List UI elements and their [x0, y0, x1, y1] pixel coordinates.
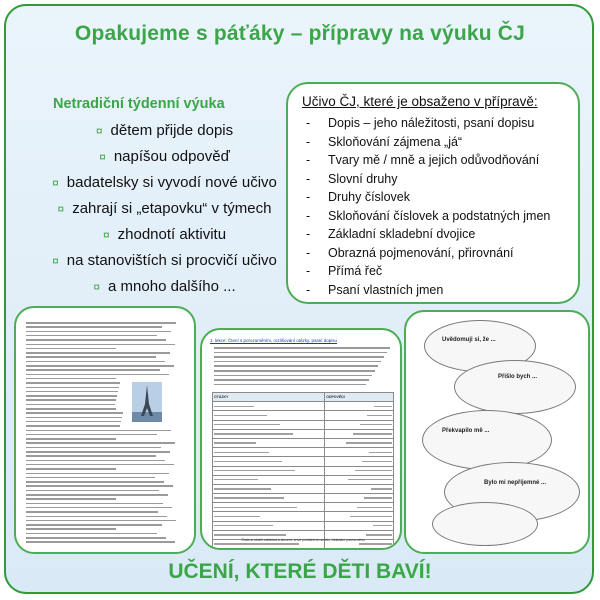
text-line: [26, 451, 170, 453]
bullet-icon: ¤: [102, 228, 110, 242]
text-line: [26, 408, 116, 410]
text-line: [26, 378, 116, 380]
table-cell: [325, 466, 394, 475]
text-line: [26, 425, 120, 427]
text-line: [26, 369, 160, 371]
text-line: [26, 395, 117, 397]
cloud-text: Uvědomuji si, že ...: [442, 337, 496, 343]
text-line: [214, 375, 372, 377]
text-line: [26, 438, 116, 440]
table-row: [213, 503, 394, 512]
text-line: [214, 352, 387, 354]
text-line: [26, 322, 176, 324]
text-line: [26, 524, 162, 526]
list-item: ¤ badatelsky si vyvodí nové učivo: [52, 174, 277, 191]
table-cell: [213, 411, 325, 420]
text-line: [26, 335, 157, 337]
text-line: [26, 468, 116, 470]
table-cell: [325, 457, 394, 466]
table-cell: [325, 484, 394, 493]
cloud-text: Překvapilo mě ...: [442, 428, 490, 434]
text-line: [26, 473, 169, 475]
text-line: [214, 347, 390, 349]
text-line: [26, 442, 175, 444]
letter-worksheet-thumbnail: [14, 306, 196, 554]
bullet-icon: ¤: [52, 176, 59, 190]
table-row: [213, 448, 394, 457]
bullet-icon: ¤: [95, 124, 103, 138]
table-cell: [213, 494, 325, 503]
table-row: [213, 402, 394, 411]
text-line: [26, 417, 122, 419]
text-line: [26, 326, 162, 328]
curriculum-list: [306, 114, 550, 299]
bullet-icon: ¤: [93, 280, 101, 294]
text-line: [26, 399, 116, 401]
text-line: [26, 528, 116, 530]
table-cell: [213, 521, 325, 530]
question-table: [212, 392, 394, 549]
text-line: [214, 356, 384, 358]
table-row: [213, 494, 394, 503]
table-cell: [325, 512, 394, 521]
text-line: [26, 520, 176, 522]
bullet-icon: ¤: [52, 254, 59, 268]
answer-column-header: ODPOVĚDI: [325, 393, 394, 402]
table-cell: [213, 402, 325, 411]
text-line: [26, 516, 167, 518]
text-line: [26, 391, 118, 393]
text-line: [26, 498, 116, 500]
text-line: [26, 477, 155, 479]
table-row: [213, 411, 394, 420]
text-line: [26, 490, 159, 492]
thought-cloud: [422, 410, 552, 470]
text-line: [26, 485, 173, 487]
text-line: [26, 481, 164, 483]
list-item: - Psaní vlastních jmen: [306, 282, 444, 297]
table-cell: [325, 420, 394, 429]
text-line: [214, 370, 375, 372]
table-cell: [325, 448, 394, 457]
table-row: [213, 438, 394, 447]
table-cell: [213, 429, 325, 438]
list-item: ¤ na stanovištích si procvičí učivo: [52, 252, 277, 269]
table-row: [213, 475, 394, 484]
list-item: - Dopis – jeho náležitosti, psaní dopisu: [306, 116, 535, 130]
text-line: [26, 511, 158, 513]
text-line: [26, 331, 171, 333]
table-cell: [213, 466, 325, 475]
text-line: [26, 382, 120, 384]
text-line: [26, 374, 169, 376]
table-row: [213, 429, 394, 438]
left-panel-heading: Netradiční týdenní výuka: [53, 96, 225, 112]
thought-cloud: [454, 360, 576, 414]
table-cell: [325, 438, 394, 447]
table-row: [213, 466, 394, 475]
table-row: [213, 512, 394, 521]
text-line: [26, 387, 119, 389]
bullet-icon: ¤: [57, 202, 65, 216]
curriculum-heading: Učivo ČJ, které je obsaženo v přípravě:: [302, 94, 538, 109]
text-line: [26, 460, 165, 462]
poster-footer: UČENÍ, KTERÉ DĚTI BAVÍ!: [168, 560, 432, 583]
text-line: [26, 503, 163, 505]
worksheet-header: 1. lekce: Čtení s porozuměním, rozlišování otázky, psaní dopisu: [210, 338, 337, 343]
text-line: [26, 352, 170, 354]
list-item: ¤ zahrají si „etapovku“ v týmech: [57, 200, 272, 217]
text-line: [214, 361, 381, 363]
table-cell: [213, 420, 325, 429]
text-line: [26, 533, 157, 535]
activity-list: [22, 118, 307, 300]
list-item: ¤ zhodnotí aktivitu: [102, 226, 227, 243]
table-cell: [213, 475, 325, 484]
table-cell: [213, 503, 325, 512]
list-item: ¤ dětem přijde dopis: [95, 122, 234, 139]
table-cell: [213, 448, 325, 457]
text-line: [26, 339, 166, 341]
text-line: [214, 365, 378, 367]
thought-cloud: [432, 502, 538, 546]
table-row: [213, 521, 394, 530]
text-line: [26, 455, 156, 457]
table-row: [213, 420, 394, 429]
worksheet-footer: Čísla si uložíš záleklad a slovem, a tvé počátek do sešitu. Ukládání pomocnéhu: [241, 538, 365, 542]
text-line: [26, 537, 166, 539]
text-line: [26, 348, 116, 350]
table-cell: [325, 494, 394, 503]
cloud-text: Bylo mi nepříjemné ...: [484, 480, 547, 486]
list-item: - Druhy číslovek: [306, 190, 410, 204]
table-row: [213, 484, 394, 493]
text-line: [26, 344, 175, 346]
list-item: - Přímá řeč: [306, 264, 383, 278]
text-line: [26, 404, 115, 406]
table-row: [213, 457, 394, 466]
cloud-text: Přišlo bych ...: [498, 374, 538, 380]
table-cell: [325, 411, 394, 420]
text-line: [26, 507, 172, 509]
text-line: [26, 494, 168, 496]
list-item: - Tvary mě / mně a jejich odůvodňování: [306, 153, 540, 167]
table-cell: [325, 475, 394, 484]
list-item: - Obrazná pojmenování, přirovnání: [306, 245, 514, 260]
table-cell: [325, 402, 394, 411]
poster-title: Opakujeme s páťáky – přípravy na výuku ČJ: [74, 22, 526, 45]
list-item: - Slovní druhy: [306, 171, 398, 186]
text-line: [214, 384, 366, 386]
table-cell: [213, 457, 325, 466]
list-item: ¤ a mnoho dalšího ...: [93, 278, 236, 295]
list-item: - Základní skladební dvojice: [306, 227, 476, 241]
text-line: [26, 541, 175, 543]
list-item: - Skloňování zájmena „já“: [306, 134, 463, 149]
reflection-clouds-thumbnail: [404, 310, 590, 554]
table-cell: [213, 512, 325, 521]
text-line: [26, 365, 174, 367]
text-line: [26, 434, 157, 436]
text-line: [214, 379, 369, 381]
question-column-header: OTÁZKY: [213, 393, 325, 402]
table-cell: [213, 484, 325, 493]
eiffel-tower-photo: [132, 382, 162, 422]
table-cell: [213, 438, 325, 447]
text-line: [26, 430, 171, 432]
text-line: [26, 356, 156, 358]
text-line: [26, 464, 174, 466]
list-item: ¤ napíšou odpověď: [99, 148, 230, 165]
text-line: [26, 447, 161, 449]
text-line: [26, 412, 123, 414]
curriculum-panel: [286, 82, 580, 304]
list-item: - Skloňování číslovek a podstatných jmen: [306, 208, 551, 223]
question-table-thumbnail: [200, 328, 402, 550]
table-cell: [325, 503, 394, 512]
text-line: [26, 421, 121, 423]
text-line: [26, 361, 165, 363]
table-cell: [325, 429, 394, 438]
bullet-icon: ¤: [99, 150, 106, 164]
table-cell: [325, 521, 394, 530]
